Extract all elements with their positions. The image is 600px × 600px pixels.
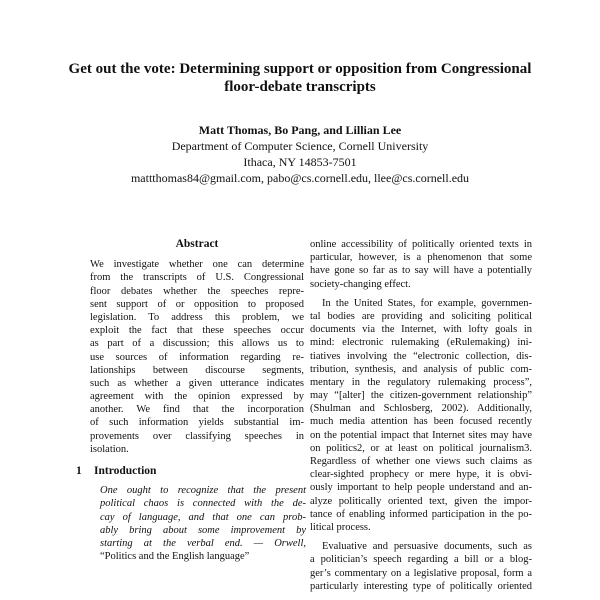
- abstract-line: use sources of information regarding re-: [90, 351, 304, 363]
- body-line: ously important to help people understand and an-: [310, 482, 532, 494]
- abstract-line: such as whether a given utterance indicates: [90, 377, 304, 389]
- quote-line-source: “Politics and the English language”: [100, 551, 250, 563]
- paragraph-3: [310, 540, 532, 593]
- abstract-line: as part of a discussion; this allows us to: [90, 338, 304, 350]
- quote-line: political chaos is connected with the de-: [100, 498, 306, 510]
- body-line: ger’s commentary on a legislative proposal, form a: [310, 567, 532, 579]
- title-line-2: floor-debate transcripts: [224, 79, 376, 95]
- quote-line: One ought to recognize that the present: [100, 485, 306, 497]
- body-line: on politics2, or at least on political journalism3.: [310, 442, 532, 454]
- body-line: on the potential impact that Internet sites may have: [310, 429, 532, 441]
- body-line: mind: electronic rulemaking (eRulemaking) ini-: [310, 337, 532, 349]
- body-line: clear-sighted prophecy or mere hype, it is obvi-: [310, 469, 532, 481]
- abstract-heading: Abstract: [175, 238, 219, 250]
- abstract-line: another. We find that the incorporation: [90, 404, 304, 416]
- body-line: litical process.: [310, 521, 371, 533]
- abstract-line: isolation.: [90, 443, 129, 455]
- author-department: Department of Computer Science, Cornell University: [171, 139, 429, 153]
- body-line: have gone so far as to say will have a potentially: [310, 265, 532, 277]
- quote-line: cay of language, and that one can prob-: [100, 511, 306, 523]
- author-names: Matt Thomas, Bo Pang, and Lillian Lee: [198, 123, 402, 137]
- body-line: tal bodies are providing and soliciting political: [310, 310, 532, 322]
- paper-title: [40, 60, 560, 96]
- body-line: online accessibility of politically oriented texts in: [310, 239, 532, 250]
- author-emails: mattthomas84@gmail.com, pabo@cs.cornell.edu, llee@cs.cornell.edu: [130, 171, 470, 185]
- quote-line-attribution: [100, 537, 306, 550]
- left-column: [76, 238, 306, 563]
- body-line: particularly interesting type of politically oriented: [310, 580, 532, 592]
- body-line: alyze politically oriented text, given the impor-: [310, 495, 532, 507]
- paragraph-2: [310, 297, 532, 534]
- body-line: In the United States, for example, governmen-: [322, 297, 532, 309]
- body-line: a politician’s speech regarding a bill or a blog-: [310, 554, 532, 566]
- section-heading-introduction: [76, 465, 306, 478]
- abstract-line: of such information yields substantial im-: [90, 417, 304, 429]
- body-line: particular, however, is a phenomenon that some: [310, 252, 532, 264]
- abstract-line: lationships between discourse segments,: [90, 364, 304, 376]
- body-line: may “[alter] the citizen-government relationship”: [310, 390, 532, 402]
- right-column: [310, 238, 532, 593]
- abstract-line: floor debates whether the speeches repre-: [90, 285, 304, 297]
- body-line: (Shulman and Schlosberg, 2002). Additionally,: [310, 403, 532, 415]
- title-line-1: Get out the vote: Determining support or opposition from Congressional: [68, 61, 532, 77]
- abstract-body: [88, 258, 306, 456]
- author-location: Ithaca, NY 14853-7501: [243, 155, 357, 169]
- body-line: Evaluative and persuasive documents, such as: [322, 541, 532, 553]
- quote-text: starting at the verbal end. — Orwell,: [100, 537, 306, 549]
- author-block: [40, 122, 560, 186]
- quote-line: ably bring about some improvement by: [100, 524, 306, 536]
- section-number: 1: [76, 465, 82, 478]
- body-line: tribution, synthesis, and analysis of public com-: [310, 363, 532, 375]
- body-line: mentary in the regulatory rulemaking process”,: [310, 376, 532, 388]
- epigraph-quote: [88, 484, 306, 563]
- abstract-line: sent support of or opposition to proposed: [90, 298, 304, 310]
- paragraph-1: [310, 238, 532, 291]
- section-title: Introduction: [94, 465, 157, 478]
- abstract-line: exploit the fact that these speeches occur: [90, 325, 304, 337]
- body-line: documents via the Internet, with lofty goals in: [310, 324, 532, 336]
- body-line: much media attention has been focused recently: [310, 416, 532, 428]
- body-line: Regardless of whether one views such claims as: [310, 456, 532, 467]
- body-line: tance of enabling informed participation in the po-: [310, 508, 532, 520]
- abstract-line: agreement with the opinion expressed by: [90, 391, 304, 403]
- body-line: tiatives involving the “electronic collection, dis-: [310, 350, 532, 362]
- abstract-line: We investigate whether one can determine: [90, 259, 304, 271]
- abstract-line: legislation. To address this problem, we: [90, 311, 304, 323]
- body-line: society-changing effect.: [310, 278, 411, 290]
- abstract-line: provements over classifying speeches in: [90, 430, 304, 442]
- abstract-line: from the transcripts of U.S. Congressional: [90, 272, 304, 284]
